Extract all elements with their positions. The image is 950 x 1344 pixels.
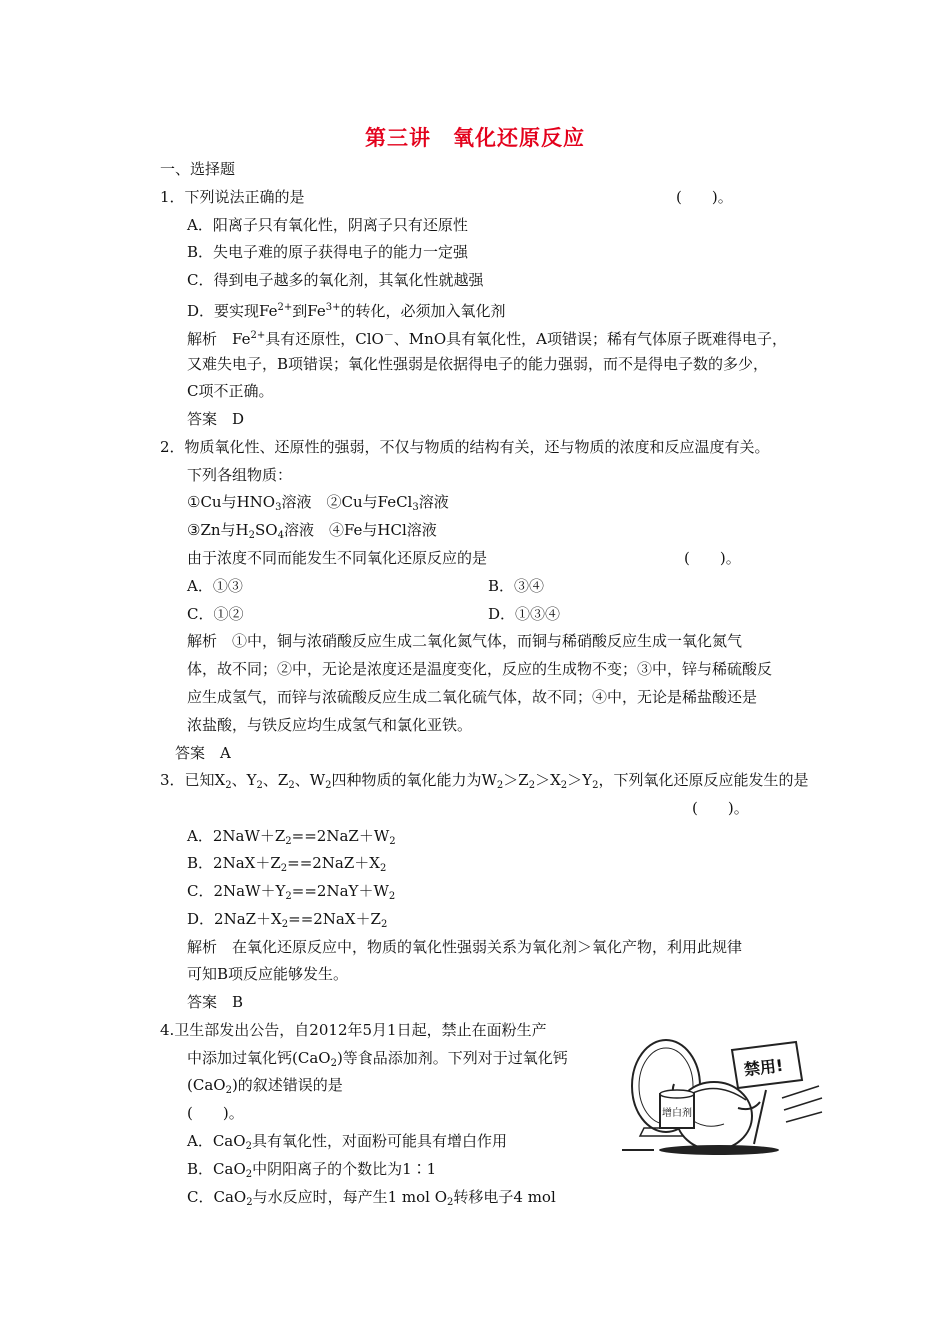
q3-option-b: B．$2NaX+Z_2==2NaZ+X_2$	[187, 854, 387, 874]
q2-analysis-line: 体，故不同；②中，无论是浓度还是温度变化，反应的生成物不变；③中，锌与稀硫酸反	[187, 660, 773, 678]
q3-option-d: D．$2NaZ+X_2==2NaX+Z_2$	[187, 910, 388, 930]
q2-stem: 2．物质氧化性、还原性的强弱，不仅与物质的结构有关，还与物质的浓度和反应温度有关。	[160, 438, 770, 456]
q1-analysis-line: C项不正确。	[187, 382, 274, 400]
whitener-can-label: 增白剂	[662, 1108, 692, 1119]
q3-analysis-line: 解析 在氧化还原反应中，物质的氧化性强弱关系为氧化剂＞氧化产物，利用此规律	[187, 938, 743, 956]
q2-option-d: D．①③④	[488, 605, 561, 623]
q3-answer: 答案 B	[187, 993, 244, 1011]
q2-answer: 答案 A	[175, 744, 231, 762]
q4-option-c: C．CaO$_2$与水反应时，每产生1 mol $O_2$转移电子4 mol	[187, 1188, 556, 1208]
q1-option-b: B．失电子难的原子获得电子的能力一定强	[187, 243, 469, 261]
section-heading: 一、选择题	[160, 160, 236, 178]
q2-group-line: ①Cu与$HNO_3$溶液 ②Cu与FeCl$_3$溶液	[187, 493, 449, 513]
q1-option-c: C．得到电子越多的氧化剂，其氧化性就越强	[187, 271, 484, 289]
q3-answer-blank: ( )。	[692, 799, 749, 817]
q2-analysis-line: 浓盐酸，与铁反应均生成氢气和氯化亚铁。	[187, 716, 473, 734]
q1-analysis-line: 解析 $Fe^{2+}$具有还原性，ClO－、MnO具有氧化性，A项错误；稀有气体原子既难得电子，	[187, 330, 787, 348]
q4-stem-cont: (CaO$_2$)的叙述错误的是	[187, 1076, 343, 1096]
q1-option-d: D．要实现$Fe^{2+}$到$Fe^{3+}$的转化，必须加入氧化剂	[187, 302, 506, 320]
page-title: 第三讲 氧化还原反应	[365, 126, 585, 150]
q1-option-a: A．阳离子只有氧化性，阴离子只有还原性	[187, 216, 468, 234]
q1-answer: 答案 D	[187, 410, 245, 428]
q2-option-c: C．①②	[187, 605, 244, 623]
cartoon-illustration	[614, 1028, 824, 1156]
q2-option-b: B．③④	[488, 577, 545, 595]
q4-option-a: A．CaO$_2$具有氧化性，对面粉可能具有增白作用	[187, 1132, 507, 1152]
q2-answer-blank: ( )。	[684, 549, 741, 567]
q3-stem: 3．已知$X_2$、$Y_2$、$Z_2$、$W_2$四种物质的氧化能力为$W_2>Z_2>X_2>Y_2$，下列氧化还原反应能发生的是	[160, 771, 809, 791]
q2-analysis-line: 应生成氢气，而锌与浓硫酸反应生成二氧化硫气体，故不同；④中，无论是稀盐酸还是	[187, 688, 758, 706]
q3-option-a: A．$2NaW+Z_2==2NaZ+W_2$	[187, 827, 396, 847]
q4-stem-cont: 中添加过氧化钙(CaO$_2$)等食品添加剂。下列对于过氧化钙	[187, 1049, 568, 1069]
q4-option-b: B．CaO$_2$中阴阳离子的个数比为1∶1	[187, 1160, 437, 1180]
q1-analysis-line: 又难失电子，B项错误；氧化性强弱是依据得电子的能力强弱，而不是得电子数的多少，	[187, 355, 769, 373]
q2-question: 由于浓度不同而能发生不同氧化还原反应的是	[187, 549, 488, 567]
q4-answer-blank: ( )。	[187, 1104, 244, 1122]
q3-analysis-line: 可知B项反应能够发生。	[187, 965, 349, 983]
q2-group-line: ③Zn与$H_2SO_4$溶液 ④Fe与HCl溶液	[187, 521, 437, 541]
q4-stem: 4.卫生部发出公告，自2012年5月1日起，禁止在面粉生产	[160, 1021, 547, 1039]
q2-stem-cont: 下列各组物质：	[187, 466, 293, 484]
q3-option-c: C．$2NaW+Y_2==2NaY+W_2$	[187, 882, 396, 902]
q1-answer-blank: ( )。	[676, 188, 733, 206]
q2-option-a: A．①③	[187, 577, 243, 595]
q2-analysis-line: 解析 ①中，铜与浓硝酸反应生成二氧化氮气体，而铜与稀硝酸反应生成一氧化氮气	[187, 632, 743, 650]
ban-sign-text: 禁用!	[742, 1055, 785, 1080]
q1-stem: 1．下列说法正确的是	[160, 188, 305, 206]
